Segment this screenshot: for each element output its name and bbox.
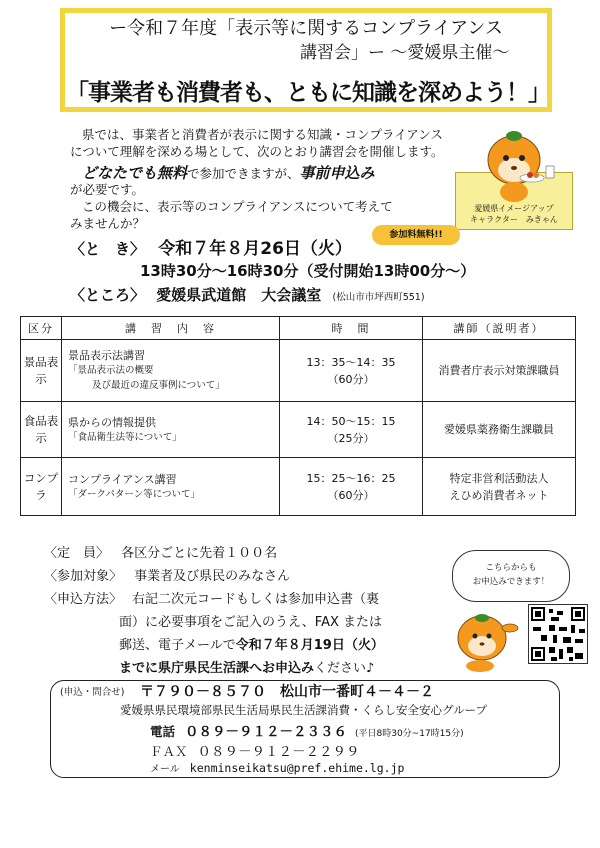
table-row [21, 340, 576, 402]
registration-required: が必要です。 [70, 182, 145, 197]
registration-emphasis: 事前申込み [299, 164, 375, 182]
apply-label: 〈申込方法〉 [44, 592, 123, 607]
intro-line: この機会に、表示等のコンプライアンスについて考えて [82, 199, 393, 214]
headline: 「事業者も消費者も、ともに知識を深めよう！」 [66, 80, 550, 106]
free-notice [82, 162, 375, 183]
lecturer-line: 特定非営利活動法人 [449, 471, 549, 485]
venue-row [70, 284, 425, 305]
contact-organization: 愛媛県県民環境部県民生活局県民生活課消費・くらし安全安心グループ [120, 703, 488, 717]
postal-address: 〒７９０－８５７０ 松山市一番町４－４－２ [140, 684, 434, 700]
phone-label: 電話 [150, 724, 176, 739]
content-cell [62, 402, 280, 458]
intro-line: 県では、事業者と消費者が表示に関する知識・コンプライアンス [82, 127, 443, 142]
capacity-value: 各区分ごとに先着１００名 [121, 546, 278, 561]
session-time: 15：25～16：25 [306, 471, 396, 485]
qr-code-icon [529, 605, 587, 663]
mascot-mikyan-illustration [466, 118, 566, 228]
category-cell: 景品表示 [21, 340, 62, 402]
email-address[interactable]: kenminseikatsu@pref.ehime.lg.jp [189, 761, 405, 775]
session-title: 県からの情報提供 [68, 415, 156, 429]
session-topic: 「ダークパターン等について」 [68, 488, 201, 500]
free-text: で参加できますが、 [187, 166, 300, 181]
apply-deadline: 令和７年８月19日（火） [235, 638, 384, 653]
phone-number: ０８９－９１２－２３３６ [185, 724, 347, 740]
lecturer-cell: 愛媛県薬務衛生課職員 [423, 402, 576, 458]
title-line-1: ー令和７年度「表示等に関するコンプライアンス [109, 18, 503, 39]
title-line-2: 講習会」ー ～愛媛県主催～ [300, 43, 510, 63]
apply-text [119, 657, 374, 676]
time-cell [280, 402, 423, 458]
apply-destination: までに県庁県民生活課へお申込み [119, 661, 315, 676]
speech-bubble [452, 550, 570, 602]
time-cell [280, 340, 423, 402]
email-row [150, 760, 404, 775]
session-topic: 及び最近の違反事例について」 [92, 380, 225, 391]
time-cell [280, 458, 423, 516]
category-cell: コンプラ [21, 458, 62, 516]
apply-text-part: ください♪ [314, 661, 375, 676]
intro-line: について理解を深める場として、次のとおり講習会を開催します。 [70, 144, 444, 159]
date-row [70, 234, 352, 259]
date-label: 〈と き〉 [70, 240, 146, 258]
session-title: コンプライアンス講習 [68, 472, 177, 486]
table-row [21, 458, 576, 516]
venue-label: 〈ところ〉 [70, 286, 146, 304]
category-cell: 食品表示 [21, 402, 62, 458]
target-value: 事業者及び県民のみなさん [134, 569, 291, 584]
mascot-caption-line: キャラクター みきゃん [470, 215, 558, 224]
bubble-line: お申込みできます！ [472, 577, 550, 587]
venue-address: (松山市市坪西町551) [332, 292, 425, 303]
fax-number: ０８９－９１２－２２９９ [197, 744, 360, 760]
content-cell [62, 458, 280, 516]
apply-text: 面）に必要事項をご記入のうえ、FAX または [119, 615, 382, 630]
content-cell [62, 340, 280, 402]
table-header-row [21, 317, 576, 340]
free-emphasis: どなたでも無料 [82, 164, 188, 182]
table-row [21, 402, 576, 458]
session-time: 14：50～15：15 [306, 414, 396, 428]
column-header: 区分 [21, 317, 62, 340]
column-header: 講師（説明者） [423, 317, 576, 340]
session-time: 13：35～14：35 [306, 355, 396, 369]
apply-text: 右記二次元コードもしくは参加申込書（裏 [132, 592, 380, 607]
phone-hours: (平日8時30分~17時15分) [354, 729, 464, 739]
lecturer-cell [423, 458, 576, 516]
session-title: 景品表示法講習 [68, 349, 145, 362]
bubble-line: こちらからも [485, 563, 537, 573]
session-duration: （60分） [327, 372, 375, 386]
target-row [44, 565, 290, 584]
target-label: 〈参加対象〉 [44, 569, 123, 584]
schedule-table [20, 316, 576, 516]
free-admission-badge: 参加料無料!! [372, 225, 460, 245]
lecturer-line: えひめ消費者ネット [449, 488, 549, 502]
contact-label: (申込・問合せ) [60, 687, 125, 698]
apply-text-part: 郵送、電子メールで [119, 638, 236, 653]
fax-label: ＦＡＸ [150, 744, 188, 759]
capacity-label: 〈定 員〉 [44, 546, 110, 561]
qr-code[interactable] [528, 604, 588, 664]
lecturer-cell: 消費者庁表示対策課職員 [423, 340, 576, 402]
fax-row [150, 740, 360, 760]
venue-name: 愛媛県武道館 大会議室 [156, 286, 322, 304]
mascot-pointing-illustration [450, 608, 522, 674]
session-topic: 「食品衛生法等について」 [68, 431, 182, 443]
phone-row [150, 720, 464, 740]
email-label: メール [150, 764, 180, 775]
apply-text [119, 634, 384, 653]
session-duration: （25分） [327, 431, 375, 445]
intro-line: みませんか？ [70, 216, 146, 231]
event-date: 令和７年８月26日（火） [158, 239, 352, 259]
session-topic: 「景品表示法の概要 [68, 365, 154, 376]
column-header: 講 習 内 容 [62, 317, 280, 340]
event-time: 13時30分～16時30分（受付開始13時00分～） [140, 262, 476, 280]
mascot-caption-line: 愛媛県イメージアップ [474, 204, 554, 213]
intro-paragraph [70, 126, 444, 160]
session-duration: （60分） [327, 488, 375, 502]
capacity-row [44, 542, 277, 561]
column-header: 時 間 [280, 317, 423, 340]
